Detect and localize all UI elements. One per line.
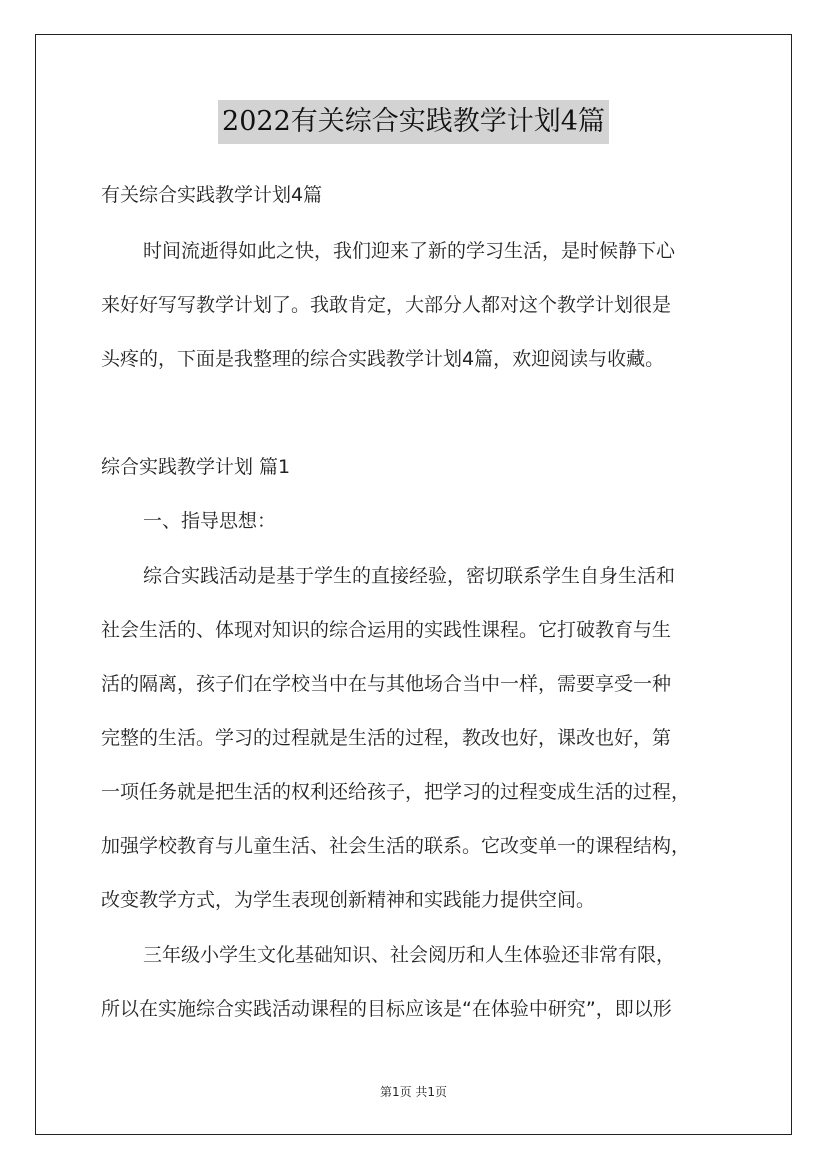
subheading-text: 一、指导思想： — [143, 510, 277, 532]
p1-line-3: 活的隔离，孩子们在学校当中在与其他场合当中一样，需要享受一种 — [101, 673, 672, 695]
title-container — [0, 100, 827, 144]
intro-line-3: 头疼的，下面是我整理的综合实践教学计划4篇，欢迎阅读与收藏。 — [101, 348, 665, 370]
document-title: 2022有关综合实践教学计划4篇 — [218, 100, 609, 144]
page-number: 第1页 共1页 — [379, 1085, 448, 1099]
p1-line-5: 一项任务就是把生活的权利还给孩子，把学习的过程变成生活的过程， — [101, 781, 691, 803]
p2-line-1: 三年级小学生文化基础知识、社会阅历和人生体验还非常有限， — [143, 944, 676, 966]
subtitle-text: 有关综合实践教学计划4篇 — [101, 184, 323, 206]
p1-line-6: 加强学校教育与儿童生活、社会生活的联系。它改变单一的课程结构， — [101, 835, 691, 857]
p1-line-1: 综合实践活动是基于学生的直接经验，密切联系学生自身生活和 — [143, 565, 676, 587]
p2-line-2: 所以在实施综合实践活动课程的目标应该是“在体验中研究”，即以形 — [101, 998, 672, 1020]
p1-line-4: 完整的生活。学习的过程就是生活的过程，教改也好，课改也好，第 — [101, 727, 672, 749]
intro-line-2: 来好好写写教学计划了。我敢肯定，大部分人都对这个教学计划很是 — [101, 294, 672, 316]
p1-line-2: 社会生活的、体现对知识的综合运用的实践性课程。它打破教育与生 — [101, 619, 672, 641]
section-heading-text: 综合实践教学计划 篇1 — [101, 456, 291, 478]
intro-line-1: 时间流逝得如此之快，我们迎来了新的学习生活，是时候静下心 — [143, 240, 676, 262]
page-footer — [0, 1083, 827, 1100]
p1-line-7: 改变教学方式，为学生表现创新精神和实践能力提供空间。 — [101, 889, 596, 911]
